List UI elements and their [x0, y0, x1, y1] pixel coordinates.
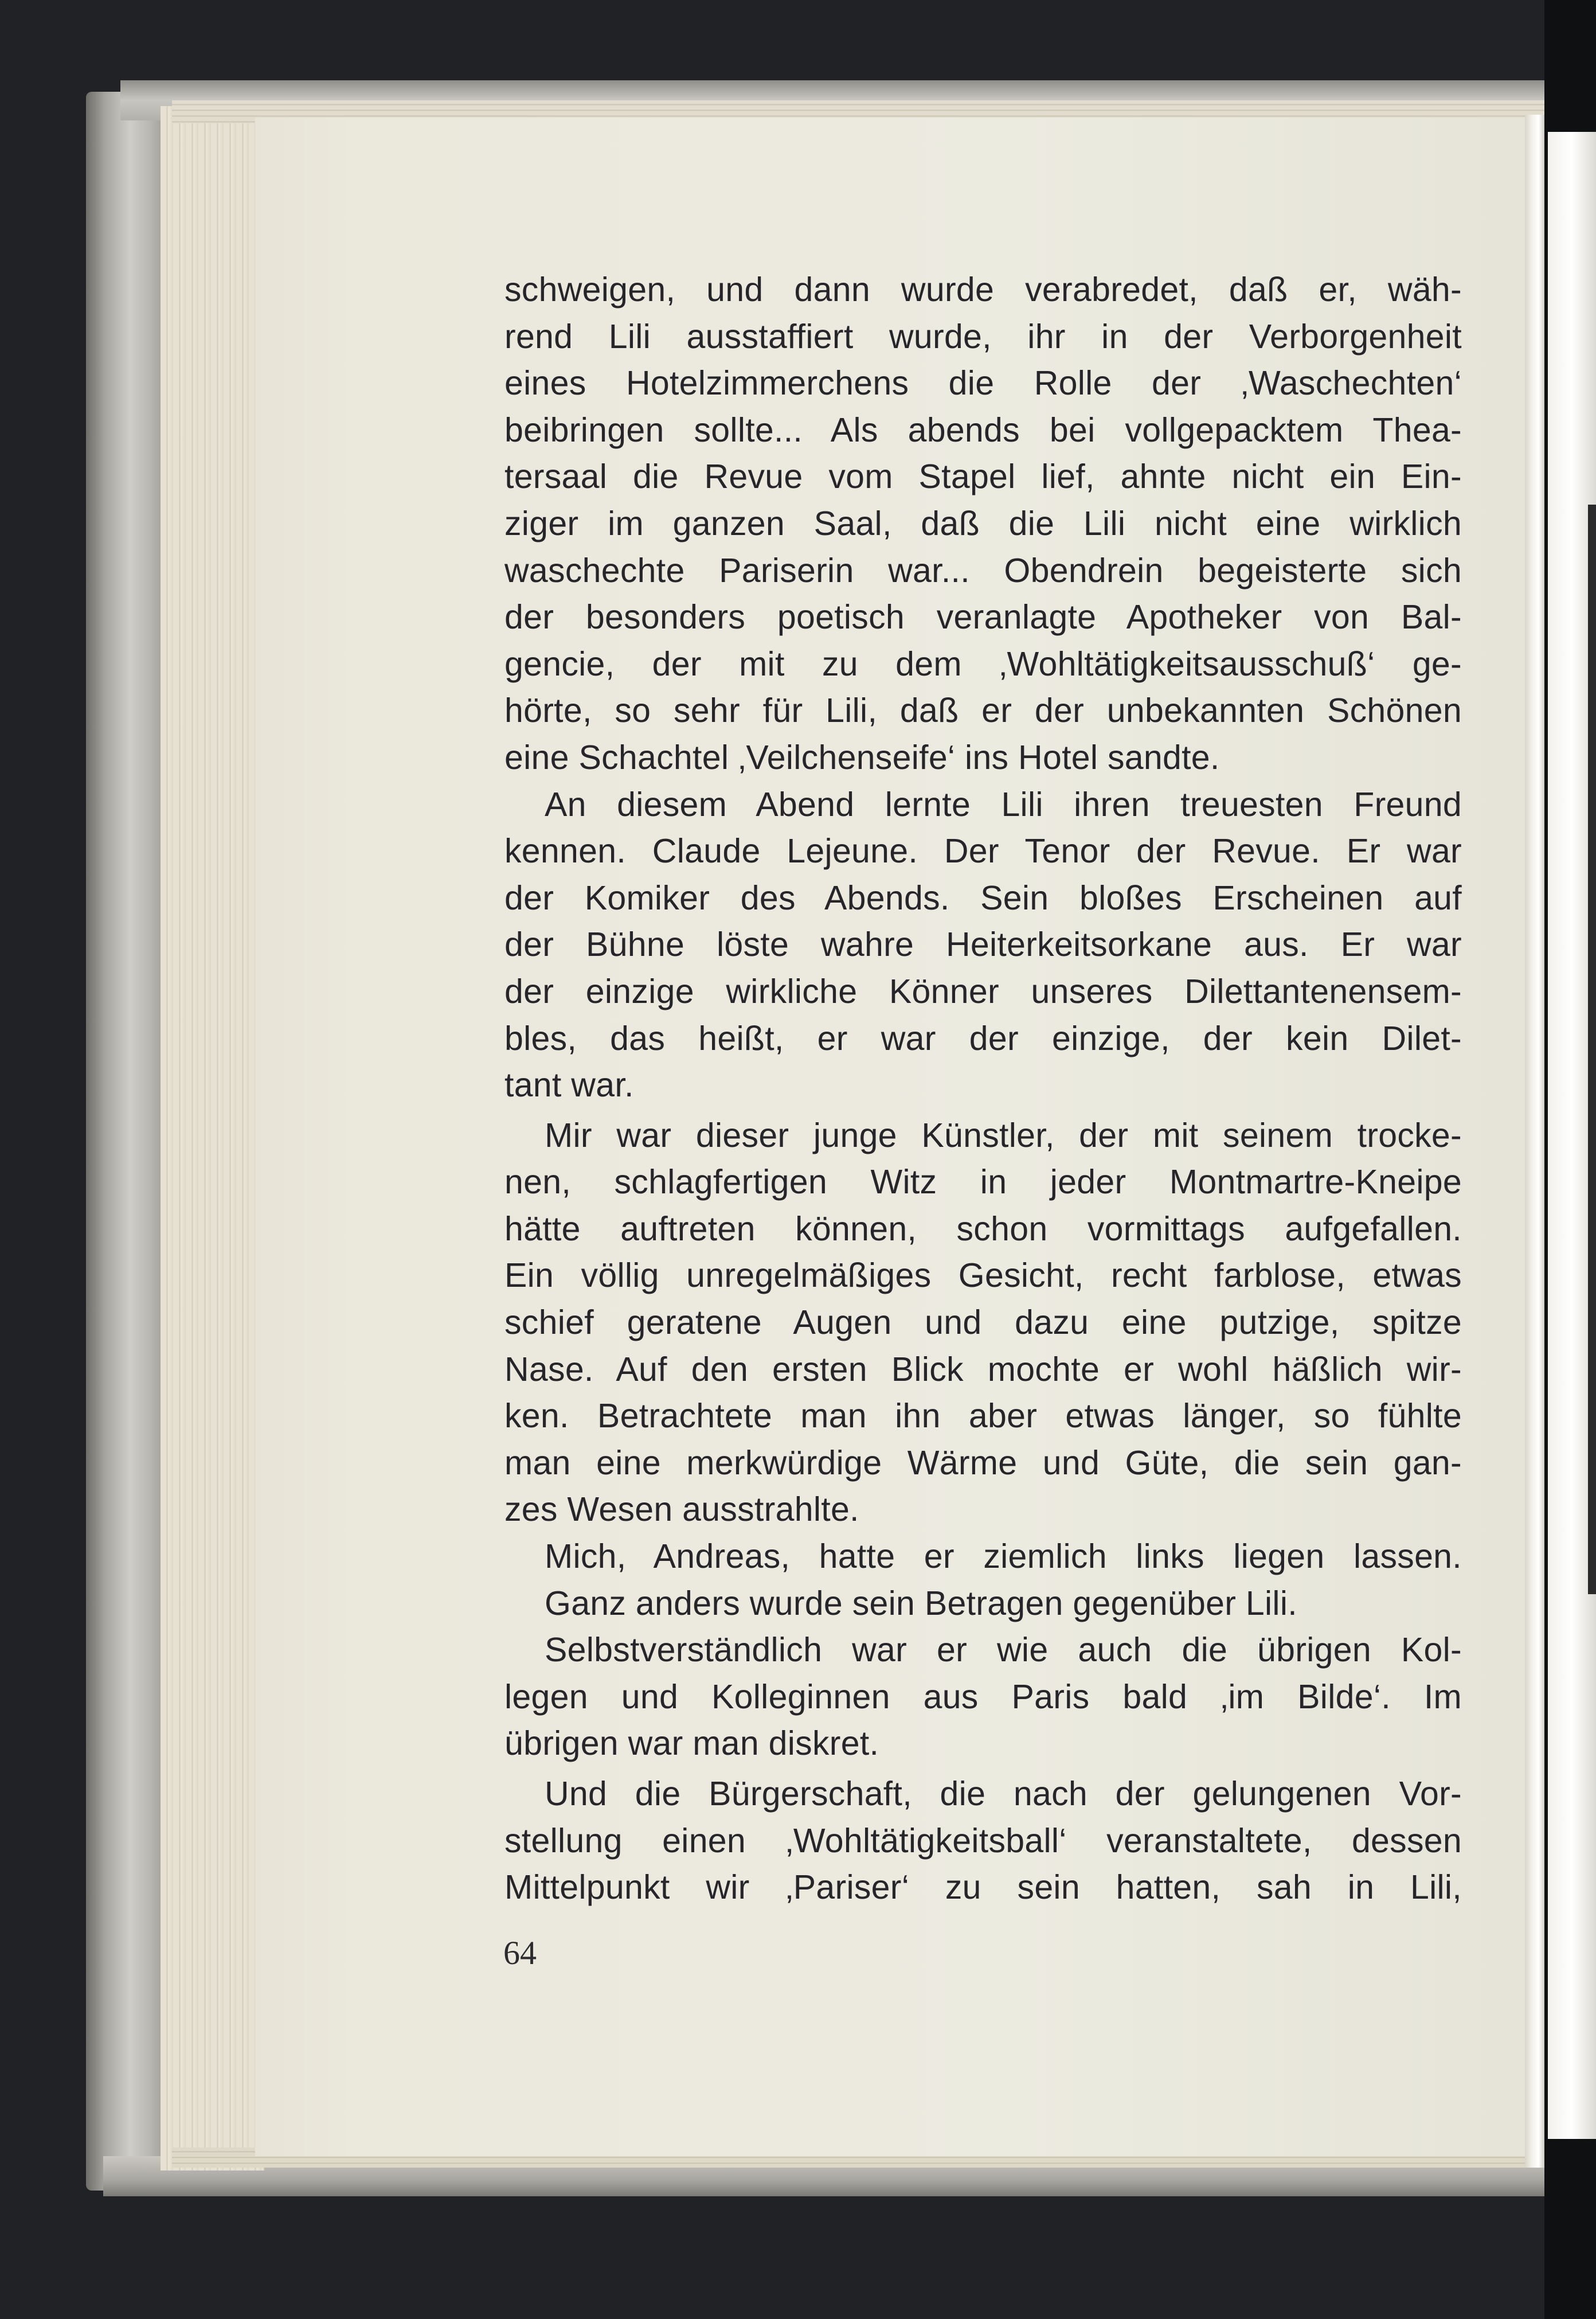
- text-line: legen und Kolleginnen aus Paris bald ‚im Bilde‘. Im: [504, 1677, 1462, 1716]
- text-line: Mich, Andreas, hatte er ziemlich links liegen lassen.: [545, 1537, 1462, 1576]
- text-line: der Bühne löste wahre Heiterkeitsorkane aus. Er war: [504, 926, 1462, 964]
- text-line: der einzige wirkliche Könner unseres Dilettantenensem-: [504, 972, 1462, 1010]
- text-line: eine Schachtel ‚Veilchenseife‘ ins Hotel sandte.: [504, 738, 1220, 776]
- text-line: nen, schlagfertigen Witz in jeder Montmartre-Kneipe: [504, 1163, 1462, 1201]
- text-line: Ein völlig unregelmäßiges Gesicht, recht farblose, etwas: [504, 1256, 1462, 1295]
- text-line: Selbstverständlich war er wie auch die übrigen Kol-: [545, 1631, 1462, 1669]
- text-line: Und die Bürgerschaft, die nach der gelungenen Vor-: [545, 1775, 1462, 1813]
- text-line: Mir war dieser junge Künstler, der mit seinem trocke-: [545, 1116, 1462, 1154]
- text-line: ziger im ganzen Saal, daß die Lili nicht eine wirklich: [504, 504, 1462, 542]
- page-body-text: [504, 267, 1462, 1911]
- text-line: man eine merkwürdige Wärme und Güte, die sein gan-: [504, 1443, 1462, 1482]
- text-line: der Komiker des Abends. Sein bloßes Erscheinen auf: [504, 879, 1462, 917]
- page-gutter-edge: [1525, 115, 1544, 2168]
- text-line: stellung einen ‚Wohltätigkeitsball‘ veranstaltete, dessen: [504, 1821, 1462, 1860]
- text-line: gencie, der mit zu dem ‚Wohltätigkeitsausschuß‘ ge-: [504, 645, 1462, 683]
- text-line: rend Lili ausstaffiert wurde, ihr in der Verborgenheit: [504, 317, 1462, 356]
- text-line: waschechte Pariserin war... Obendrein begeisterte sich: [504, 551, 1462, 589]
- text-line: zes Wesen ausstrahlte.: [504, 1490, 859, 1529]
- text-line: schief geratene Augen und dazu eine putzige, spitze: [504, 1303, 1462, 1342]
- text-line: schweigen, und dann wurde verabredet, daß er, wäh-: [504, 271, 1462, 309]
- text-line: Nase. Auf den ersten Blick mochte er wohl häßlich wir-: [504, 1350, 1462, 1388]
- text-line: kennen. Claude Lejeune. Der Tenor der Revue. Er war: [504, 832, 1462, 870]
- text-line: bles, das heißt, er war der einzige, der kein Dilet-: [504, 1019, 1462, 1057]
- text-line: der besonders poetisch veranlagte Apotheker von Bal-: [504, 598, 1462, 637]
- text-line: ken. Betrachtete man ihn aber etwas länger, so fühlte: [504, 1397, 1462, 1435]
- text-line: hätte auftreten können, schon vormittags aufgefallen.: [504, 1209, 1462, 1248]
- text-line: beibringen sollte... Als abends bei vollgepacktem Thea-: [504, 411, 1462, 449]
- text-line: eines Hotelzimmerchens die Rolle der ‚Waschechten‘: [504, 364, 1462, 403]
- text-line: An diesem Abend lernte Lili ihren treuesten Freund: [545, 785, 1462, 823]
- text-line: Ganz anders wurde sein Betragen gegenüber Lili.: [545, 1584, 1297, 1622]
- page-number: 64: [503, 1934, 537, 1971]
- text-line: tersaal die Revue vom Stapel lief, ahnte nicht ein Ein-: [504, 458, 1462, 496]
- book-cover-spine-edge: [86, 92, 166, 2191]
- text-line: Mittelpunkt wir ‚Pariser‘ zu sein hatten, sah in Lili,: [504, 1868, 1462, 1907]
- text-line: tant war.: [504, 1066, 634, 1104]
- facing-page-illustration-edge: [1588, 505, 1596, 1594]
- page-block-edges: [161, 106, 265, 2170]
- text-line: hörte, so sehr für Lili, daß er der unbekannten Schönen: [504, 692, 1462, 730]
- text-line: übrigen war man diskret.: [504, 1724, 879, 1763]
